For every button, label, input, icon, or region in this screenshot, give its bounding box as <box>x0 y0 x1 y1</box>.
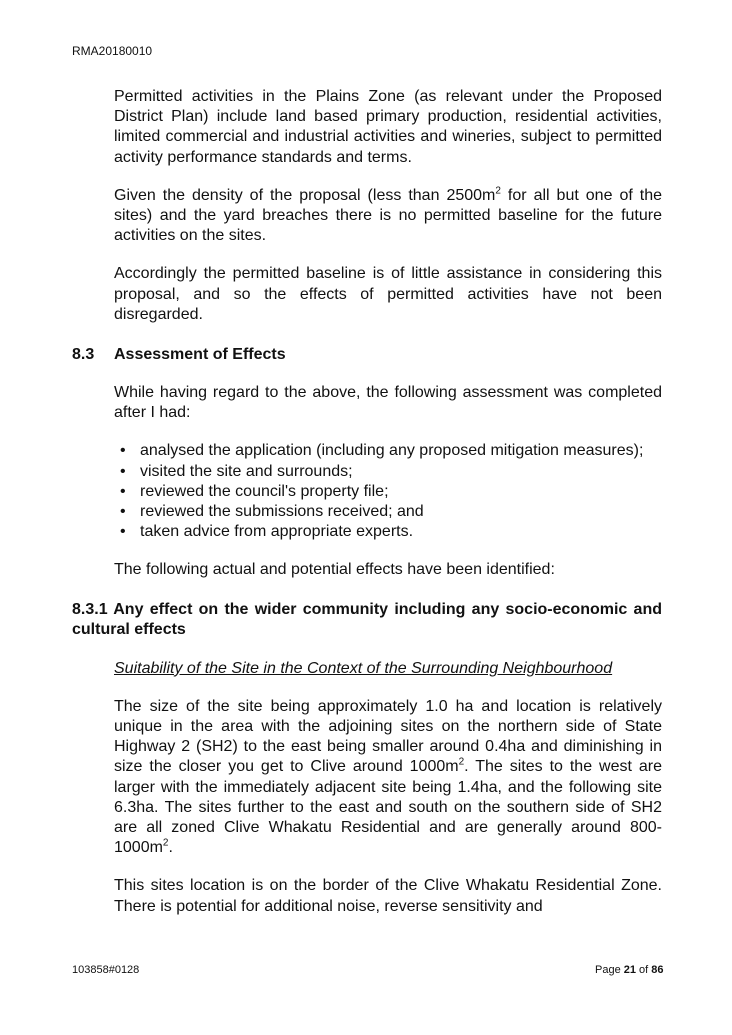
document-reference: RMA20180010 <box>72 44 153 58</box>
paragraph-site-location: This sites location is on the border of the Clive Whakatu Residential Zone. There is potential for additional noise, reverse sensitivity and <box>114 877 662 915</box>
list-item <box>120 502 662 522</box>
site-size-text-a: The size of the site being approximately 1.0 ha and location is relatively unique in the area with the adjoining sites on the northern side of State Highway 2 (SH2) to the east being smaller around 0.4ha and diminishing in size the closer you get to Clive around 1000m <box>114 697 662 776</box>
density-text-b: for all but one of the sites) and the yard breaches there is no permitted baseline for the future activities on the sites. <box>114 186 663 245</box>
effects-intro: The following actual and potential effects have been identified: <box>114 561 555 579</box>
footer-document-number: 103858#0128 <box>72 964 140 976</box>
footer-page-number <box>595 964 664 976</box>
superscript: 2 <box>162 837 169 849</box>
assessment-list <box>72 441 662 542</box>
bullet-icon: • <box>120 523 126 541</box>
assessment-intro: While having regard to the above, the following assessment was completed after I had: <box>114 384 662 422</box>
section-number: 8.3 <box>72 346 95 364</box>
section-heading-8-3-1: 8.3.1 Any effect on the wider community including any socio-economic and cultural effects <box>72 600 662 638</box>
bullet-icon: • <box>120 503 126 521</box>
superscript: 2 <box>458 757 465 769</box>
bullet-icon: • <box>120 442 126 460</box>
site-size-text-c: . <box>168 839 173 857</box>
list-item-text: visited the site and surrounds; <box>140 462 353 480</box>
section-heading-8-3 <box>72 345 662 365</box>
paragraph-baseline: Accordingly the permitted baseline is of little assistance in considering this proposal, and so the effects of permitted activities have not been disregarded. <box>114 265 662 323</box>
paragraph-permitted-activities: Permitted activities in the Plains Zone (as relevant under the Proposed District Plan) include land based primary production, residential activities, limited commercial and industrial activities and wineries, subject to permitted activity performance standards and terms. <box>114 88 662 166</box>
site-size-text-b: . The sites to the west are larger with the immediately adjacent site being 1.4ha, and the following site 6.3ha. The sites further to the east and south on the southern side of SH2 are all zoned Clive Whakatu Residential and are generally around 800-1000m <box>114 758 663 857</box>
section-title: Assessment of Effects <box>114 346 286 364</box>
page-total: 86 <box>651 964 664 976</box>
page-of: of <box>636 964 652 976</box>
page-current: 21 <box>623 964 636 976</box>
list-item <box>120 462 662 482</box>
list-item-text: analysed the application (including any proposed mitigation measures); <box>140 442 644 460</box>
list-item <box>120 441 662 461</box>
list-item-text: reviewed the submissions received; and <box>140 503 424 521</box>
bullet-icon: • <box>120 462 126 480</box>
bullet-icon: • <box>120 482 126 500</box>
density-text-a: Given the density of the proposal (less than 2500m <box>114 186 496 204</box>
paragraph-density <box>114 186 662 247</box>
page-body <box>72 87 662 917</box>
list-item-text: taken advice from appropriate experts. <box>140 523 414 541</box>
list-item <box>120 482 662 502</box>
density-superscript: 2 <box>495 185 501 197</box>
list-item <box>120 522 662 542</box>
list-item-text: reviewed the council's property file; <box>140 482 389 500</box>
subheading-suitability: Suitability of the Site in the Context of the Surrounding Neighbourhood <box>114 659 613 677</box>
page-label: Page <box>595 964 624 976</box>
paragraph-site-size <box>114 697 662 859</box>
